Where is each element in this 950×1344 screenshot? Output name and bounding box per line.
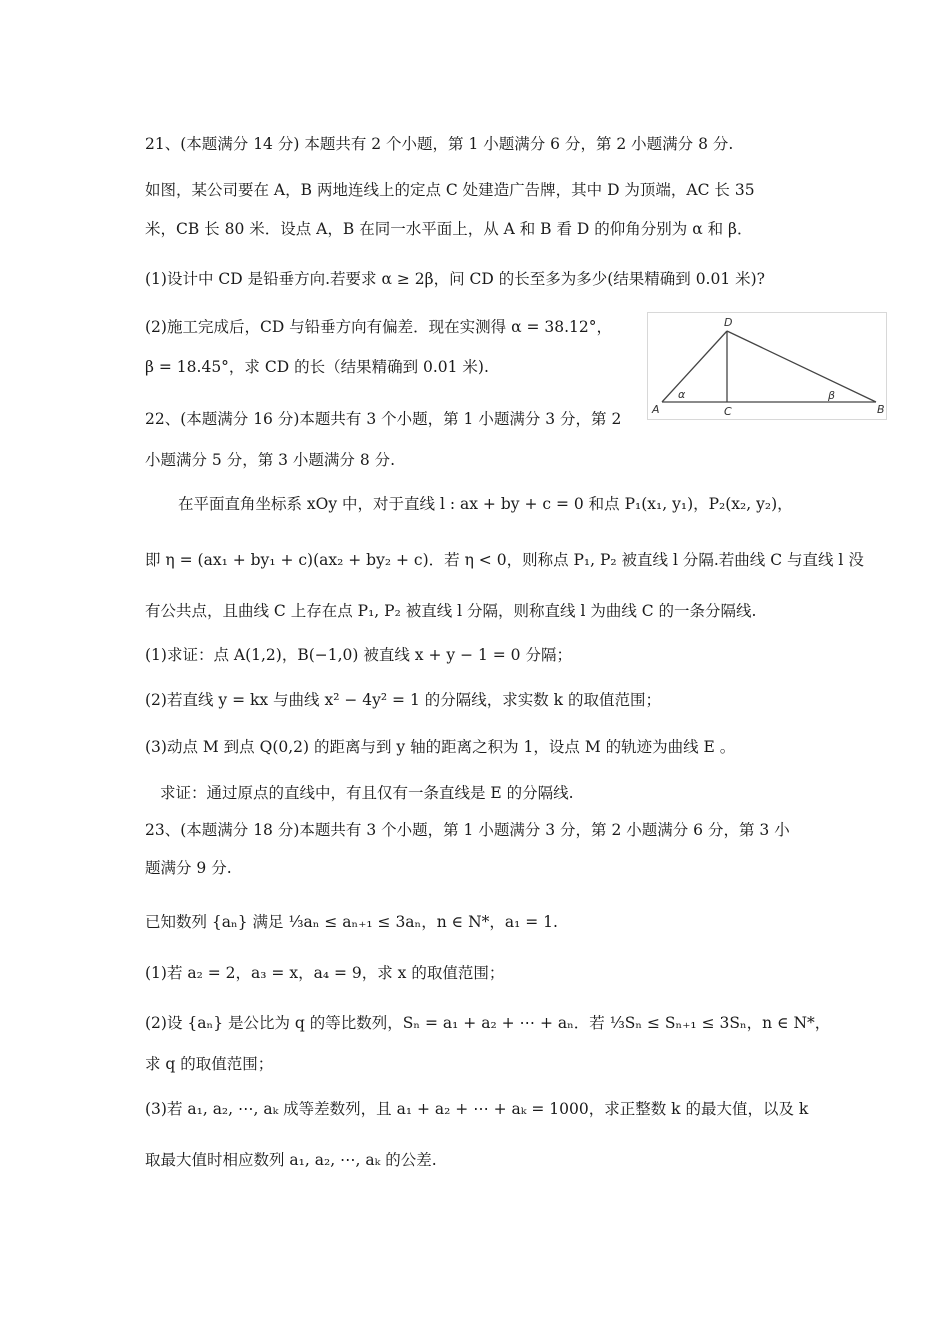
q22-part2: (2)若直线 y = kx 与曲线 x² − 4y² = 1 的分隔线，求实数 k 的取值范围； [145,691,661,709]
q23-part1: (1)若 a₂ = 2，a₃ = x，a₄ = 9，求 x 的取值范围； [145,964,505,982]
q21-intro-line2: 米，CB 长 80 米．设点 A，B 在同一水平面上，从 A 和 B 看 D 的仰角分别为 α 和 β． [145,220,753,238]
q23-part2-line1: (2)设 {aₙ} 是公比为 q 的等比数列，Sₙ = a₁ + a₂ + ⋯ + aₙ．若 ⅓Sₙ ≤ Sₙ₊₁ ≤ 3Sₙ，n ∈ N*， [145,1014,831,1032]
q21-part1: (1)设计中 CD 是铅垂方向.若要求 α ≥ 2β，问 CD 的长至多为多少(结果精确到 0.01 米)? [145,270,765,288]
q22-header-line2: 小题满分 5 分，第 3 小题满分 8 分. [145,451,396,469]
triangle-diagram [648,313,886,419]
q23-given: 已知数列 {aₙ} 满足 ⅓aₙ ≤ aₙ₊₁ ≤ 3aₙ，n ∈ N*，a₁ = 1. [145,913,558,931]
q22-part3-line1: (3)动点 M 到点 Q(0,2) 的距离与到 y 轴的距离之积为 1，设点 M 的轨迹为曲线 E 。 [145,738,736,756]
q21-header: 21、(本题满分 14 分) 本题共有 2 个小题，第 1 小题满分 6 分，第 2 小题满分 8 分. [145,135,734,153]
label-b: B [877,403,885,416]
label-d: D [724,316,733,329]
q23-part3-line2: 取最大值时相应数列 a₁, a₂, ⋯, aₖ 的公差. [145,1151,437,1169]
q23-header-line1: 23、(本题满分 18 分)本题共有 3 个小题，第 1 小题满分 3 分，第 2 小题满分 6 分，第 3 小 [145,821,790,839]
q22-header-line1: 22、(本题满分 16 分)本题共有 3 个小题，第 1 小题满分 3 分，第 2 [145,410,622,428]
q23-part3-line1: (3)若 a₁, a₂, ⋯, aₖ 成等差数列，且 a₁ + a₂ + ⋯ + aₖ = 1000，求正整数 k 的最大值，以及 k [145,1100,809,1118]
q22-definition-line2: 即 η = (ax₁ + by₁ + c)(ax₂ + by₂ + c)．若 η < 0，则称点 P₁, P₂ 被直线 l 分隔.若曲线 C 与直线 l 没 [145,551,864,569]
q22-part3-line2: 求证：通过原点的直线中，有且仅有一条直线是 E 的分隔线. [160,784,574,802]
label-a: A [652,403,660,416]
q23-header-line2: 题满分 9 分. [145,859,232,877]
q22-part1: (1)求证：点 A(1,2)，B(−1,0) 被直线 x + y − 1 = 0 分隔； [145,646,572,664]
q22-definition-line3: 有公共点，且曲线 C 上存在点 P₁, P₂ 被直线 l 分隔，则称直线 l 为曲线 C 的一条分隔线. [145,602,757,620]
q21-part2-line1: (2)施工完成后，CD 与铅垂方向有偏差．现在实测得 α = 38.12°， [145,318,613,336]
q21-intro-line1: 如图，某公司要在 A，B 两地连线上的定点 C 处建造广告牌，其中 D 为顶端，AC 长 35 [145,181,755,199]
q23-part2-line2: 求 q 的取值范围； [145,1055,274,1073]
line-ad [662,331,727,402]
label-alpha: α [678,388,686,401]
triangle-figure [647,312,887,420]
label-beta: β [828,389,836,402]
label-c: C [724,405,732,418]
q21-part2-line2: β = 18.45°，求 CD 的长（结果精确到 0.01 米). [145,358,489,376]
q22-definition-line1: 在平面直角坐标系 xOy 中，对于直线 l : ax + by + c = 0 和点 P₁(x₁, y₁)，P₂(x₂, y₂)， [178,495,793,513]
line-db [727,331,876,402]
